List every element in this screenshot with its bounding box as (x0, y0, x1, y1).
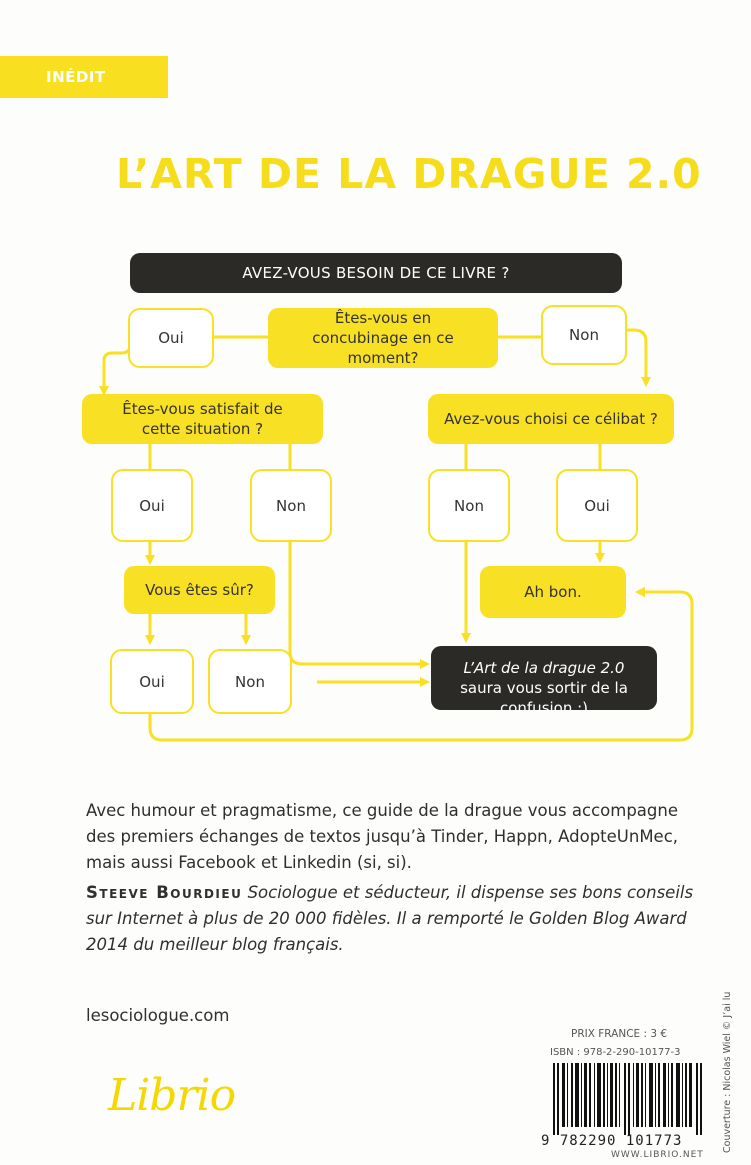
answer-non-bottom: Non (208, 649, 292, 714)
answer-ah-bon: Ah bon. (480, 566, 626, 618)
flowchart-header: AVEZ-VOUS BESOIN DE CE LIVRE ? (130, 253, 622, 293)
barcode-digits: 9 782290 101773 (541, 1133, 683, 1149)
answer-oui-right: Oui (556, 469, 638, 542)
answer-non-left: Non (250, 469, 332, 542)
answer-non-top: Non (541, 305, 627, 365)
answer-non-right: Non (428, 469, 510, 542)
unreleased-badge: INÉDIT (0, 56, 168, 98)
answer-book-text: saura vous sortir de la confusion ;) (460, 679, 628, 717)
answer-oui-left: Oui (111, 469, 193, 542)
publisher-logo: Librio (108, 1070, 236, 1121)
cover-credit: Couverture : Nicolas Wiel © J’ai lu (722, 991, 733, 1153)
isbn-label: ISBN : 978-2-290-10177-3 (550, 1047, 681, 1058)
author-description: Sociologue et séducteur, il dispense ses bons conseils sur Internet à plus de 20 000 fidèles. Il a remporté le Golden Blog Award 2014 du meilleur blog français. (86, 883, 694, 954)
answer-oui-bottom: Oui (110, 649, 194, 714)
barcode (553, 1063, 703, 1135)
answer-book-solution (431, 646, 657, 717)
book-title: L’ART DE LA DRAGUE 2.0 (116, 150, 702, 198)
connector-oui-to-satisfait (104, 330, 130, 391)
connector-non-to-answer (290, 540, 425, 664)
question-sur: Vous êtes sûr? (124, 566, 275, 614)
answer-oui-top: Oui (128, 308, 214, 368)
publisher-url[interactable]: WWW.LIBRIO.NET (611, 1150, 704, 1160)
book-description: Avec humour et pragmatisme, ce guide de la drague vous accompagne des premiers échanges de textos jusqu’à Tinder, Happn, AdopteUnMec, mais aussi Facebook et Linkedin (si, si). (86, 801, 679, 872)
author-bio (86, 880, 706, 958)
author-name: Steeve Bourdieu (86, 883, 243, 902)
question-celibat: Avez-vous choisi ce célibat ? (428, 394, 674, 444)
answer-book-title: L’Art de la drague 2.0 (463, 659, 625, 677)
price-label: PRIX FRANCE : 3 € (571, 1028, 668, 1040)
website-link[interactable]: lesociologue.com (86, 1006, 230, 1025)
question-satisfait: Êtes-vous satisfait de cette situation ? (82, 394, 323, 444)
question-concubinage: Êtes-vous en concubinage en ce moment? (268, 308, 498, 368)
